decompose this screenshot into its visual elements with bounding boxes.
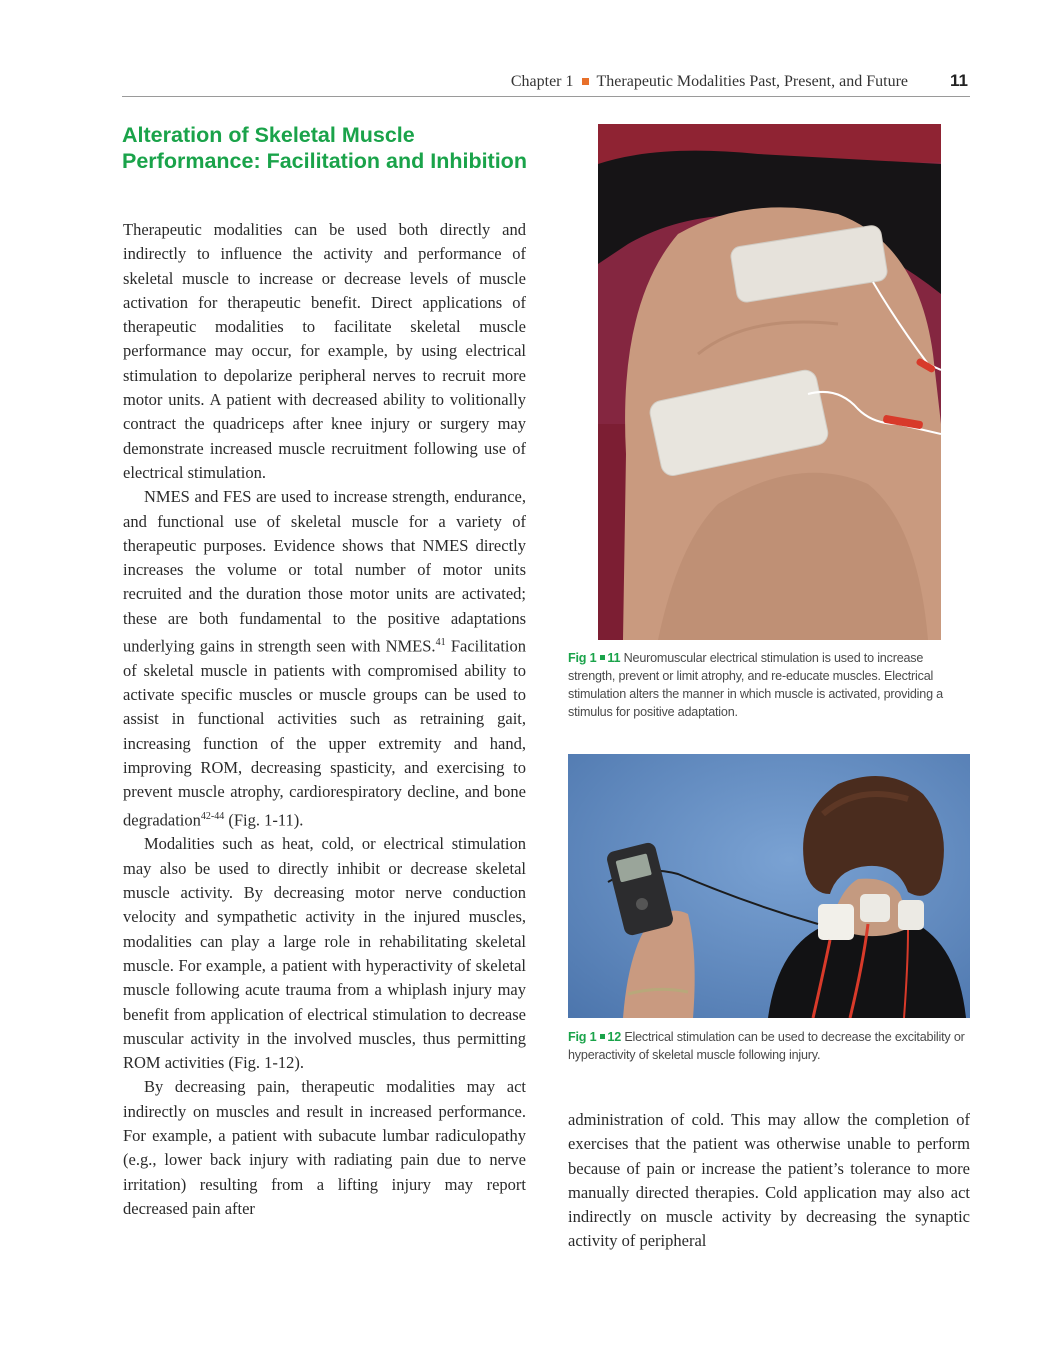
- figure-1-11-knee-electrodes-photo: [598, 124, 941, 640]
- figure-label-number: 11: [607, 651, 621, 665]
- label-square-icon: [600, 1034, 605, 1039]
- chapter-title: Therapeutic Modalities Past, Present, and Future: [596, 73, 908, 90]
- left-column: [123, 218, 526, 1221]
- label-square-icon: [600, 655, 605, 660]
- body-paragraph-4: By decreasing pain, therapeutic modalities may act indirectly on muscles and result in increased performance. For example, a patient with subacute lumbar radiculopathy (e.g., lower back injury with radiating pain due to nerve irritation) resulting from a lifting injury may report decreased pain after: [123, 1077, 526, 1218]
- figure-label-number: 12: [607, 1030, 621, 1044]
- figure-1-11-caption-text: Neuromuscular electrical stimulation is used to increase strength, prevent or limit atrophy, and re-educate muscles. Electrical stimulation alters the manner in which muscle is activated, providing a stimulus for positive adaptation.: [568, 651, 943, 719]
- figure-label-prefix: Fig 1: [568, 651, 597, 665]
- body-paragraph-2: [123, 485, 526, 832]
- running-head: [511, 73, 908, 91]
- knee-electrodes-illustration: [598, 124, 941, 640]
- figure-label-prefix: Fig 1: [568, 1030, 597, 1044]
- body-paragraph-3: Modalities such as heat, cold, or electrical stimulation may also be used to directly inhibit or decrease skeletal muscle activity. By decreasing motor nerve conduction velocity and sympathetic activity in the injured muscles, modalities can play a large role in rehabilitating skeletal muscle. For example, a patient with hyperactivity of skeletal muscle following acute trauma from a whiplash injury may benefit from application of electrical stimulation to decrease muscular activity in the involved muscles, thus permitting ROM activities (Fig. 1-12).: [123, 834, 526, 1073]
- header-separator-square: [582, 78, 589, 85]
- right-body-paragraph: administration of cold. This may allow the completion of exercises that the patient was otherwise unable to perform because of pain or increase the patient’s tolerance to more manually directed therapies. Cold application may also act indirectly on muscle activity by decreasing the synaptic activity of peripheral: [568, 1110, 970, 1251]
- citation-41: 41: [435, 637, 446, 649]
- paragraph-2-text-b: Facilitation of skeletal muscle in patients with compromised ability to activate specific muscles or muscle groups can be used to assist in functional activities such as retraining gait, increasing function of the upper extremity and hand, improving ROM, decreasing spasticity, and exercising to prevent muscle atrophy, cardiorespiratory decline, and bone degradation: [123, 636, 526, 830]
- chapter-label: Chapter 1: [510, 73, 574, 90]
- figure-1-11-caption: [568, 649, 970, 721]
- paragraph-2-text-c: (Fig. 1-11).: [224, 810, 304, 830]
- page-number: 11: [950, 71, 968, 90]
- right-column-text: [568, 1108, 970, 1254]
- figure-1-12-neck-stimulation-photo: [568, 754, 970, 1018]
- body-paragraph-1: Therapeutic modalities can be used both directly and indirectly to influence the activity and performance of skeletal muscle to increase or decrease levels of muscle activation for therapeutic benefit. Direct applications of therapeutic modalities to facilitate skeletal muscle performance may occur, for example, by using electrical stimulation to depolarize peripheral nerves to recruit more motor units. A patient with decreased ability to volitionally contract the quadriceps after knee injury or surgery may demonstrate increased muscle recruitment following use of electrical stimulation.: [123, 220, 526, 482]
- running-header: [122, 70, 970, 97]
- figure-1-11-label: [568, 651, 620, 665]
- paragraph-2-text-a: NMES and FES are used to increase strength, endurance, and functional use of skeletal muscle for a variety of therapeutic purposes. Evidence shows that NMES directly increases the volume or total number of motor units recruited and the duration those motor units are activated; these are both fundamental to the positive adaptations underlying gains in strength seen with NMES.: [123, 487, 526, 656]
- figure-1-12-caption-text: Electrical stimulation can be used to decrease the excitability or hyperactivity of skeletal muscle following injury.: [568, 1030, 965, 1062]
- citation-42-44: 42-44: [200, 810, 225, 822]
- figure-1-12-caption: [568, 1028, 970, 1064]
- section-heading: Alteration of Skeletal Muscle Performance: Facilitation and Inhibition: [122, 123, 527, 173]
- neck-stimulation-illustration: [568, 754, 970, 1018]
- figure-1-12-label: [568, 1030, 621, 1044]
